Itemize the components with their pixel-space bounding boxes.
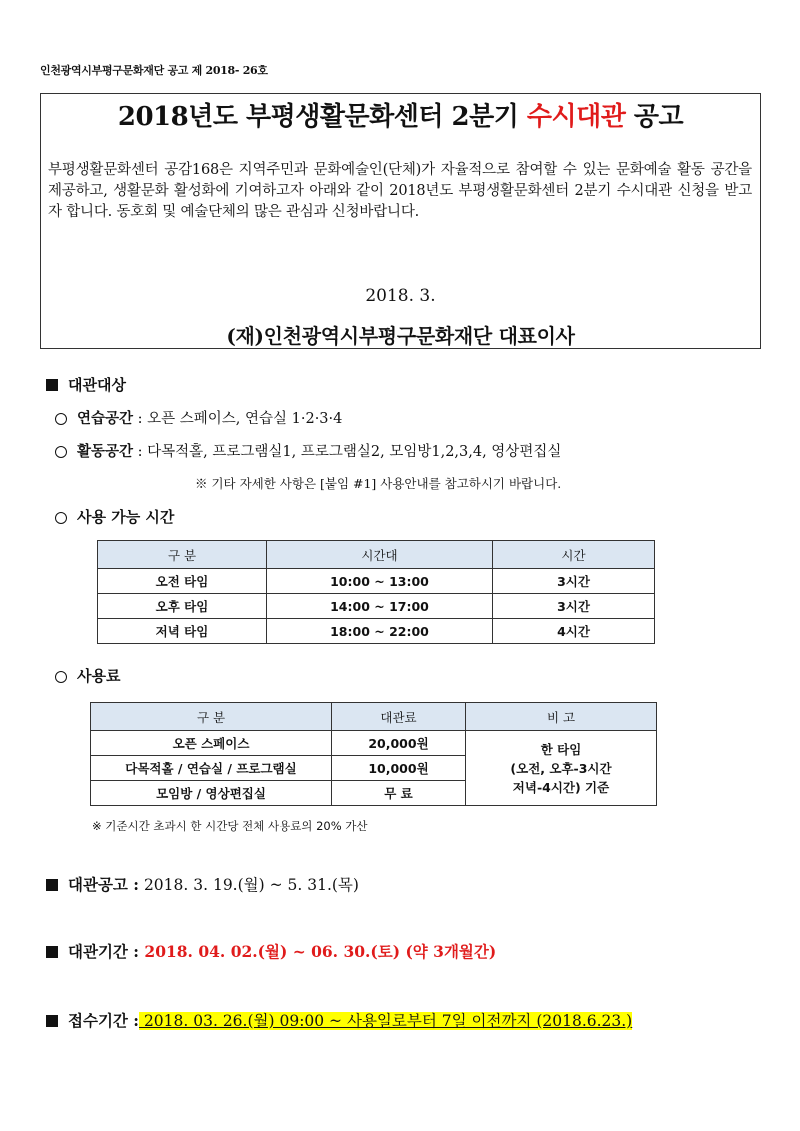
activity-space-line <box>55 440 561 461</box>
notice-organization: (재)인천광역시부평구문화재단 대표이사 <box>226 324 575 348</box>
fees-remark-line: 한 타임 <box>540 741 582 757</box>
notice-intro: 부평생활문화센터 공감168은 지역주민과 문화예술인(단체)가 자율적으로 참여할 수 있는 문화예술 활동 공간을 제공하고, 생활문화 활성화에 기여하고자 아래와 같이 2018년도 부평생활문화센터 2분기 수시대관 신청을 받고자 합니다. 동호회 및 예술단체의 많은 관심과 신청바랍니다. <box>48 162 752 220</box>
period-value: 2018. 04. 02.(월) ~ 06. 30.(토) (약 3개월간) <box>139 942 497 961</box>
activity-space-label: 활동공간 <box>77 443 134 460</box>
section-fees-heading: 사용료 <box>77 667 121 685</box>
circle-bullet-icon <box>55 671 67 683</box>
announce-line <box>46 873 359 895</box>
hours-cell: 4시간 <box>493 619 655 644</box>
practice-space-label: 연습공간 <box>77 410 134 427</box>
practice-space-line <box>55 407 342 428</box>
square-bullet-icon <box>46 1015 58 1027</box>
notice-title <box>41 96 760 133</box>
hours-cell: 10:00 ~ 13:00 <box>267 569 493 594</box>
hours-cell: 3시간 <box>493 594 655 619</box>
fees-table-header <box>91 703 657 731</box>
fees-cell: 모임방 / 영상편집실 <box>91 781 332 806</box>
fees-cell: 오픈 스페이스 <box>91 731 332 756</box>
announce-value: 2018. 3. 19.(월) ~ 5. 31.(목) <box>139 876 359 894</box>
hours-table-header <box>98 541 655 569</box>
hours-table <box>97 540 655 644</box>
fees-header-fee: 대관료 <box>332 703 466 731</box>
practice-space-value: : 오픈 스페이스, 연습실 1·2·3·4 <box>137 411 343 427</box>
hours-cell: 18:00 ~ 22:00 <box>267 619 493 644</box>
fees-cell: 20,000원 <box>332 731 466 756</box>
section-hours-heading: 사용 가능 시간 <box>77 508 175 526</box>
target-note: ※ 기타 자세한 사항은 [붙임 #1] 사용안내를 참고하시기 바랍니다. <box>195 476 562 491</box>
section-hours <box>55 506 174 527</box>
square-bullet-icon <box>46 379 58 391</box>
receipt-line <box>46 1009 632 1031</box>
fees-remark-line: 저녁-4시간) 기준 <box>512 779 610 795</box>
table-row <box>98 619 655 644</box>
hours-cell: 14:00 ~ 17:00 <box>267 594 493 619</box>
fees-note: ※ 기준시간 초과시 한 시간당 전체 사용료의 20% 가산 <box>92 819 368 833</box>
fees-remark-cell <box>466 731 657 806</box>
square-bullet-icon <box>46 946 58 958</box>
hours-header-timeslot: 시간대 <box>267 541 493 569</box>
fees-table <box>90 702 657 806</box>
hours-cell: 저녁 타임 <box>98 619 267 644</box>
period-label: 대관기간 : <box>68 942 140 961</box>
section-fees <box>55 665 120 686</box>
fees-cell: 무 료 <box>332 781 466 806</box>
circle-bullet-icon <box>55 446 67 458</box>
title-highlight: 수시대관 <box>526 102 626 132</box>
hours-cell: 오후 타임 <box>98 594 267 619</box>
table-row <box>91 731 657 756</box>
circle-bullet-icon <box>55 413 67 425</box>
notice-box <box>40 93 761 349</box>
circle-bullet-icon <box>55 512 67 524</box>
hours-header-category: 구 분 <box>98 541 267 569</box>
notice-number: 인천광역시부평구문화재단 공고 제 2018- 26호 <box>40 64 268 77</box>
receipt-value: 2018. 03. 26.(월) 09:00 ~ 사용일로부터 7일 이전까지 (2018.6.23.) <box>139 1012 633 1030</box>
activity-space-value: : 다목적홀, 프로그램실1, 프로그램실2, 모임방1,2,3,4, 영상편집실 <box>137 444 562 460</box>
fees-header-remark: 비 고 <box>466 703 657 731</box>
hours-cell: 오전 타임 <box>98 569 267 594</box>
fees-remark-line: (오전, 오후-3시간 <box>510 760 612 776</box>
fees-cell: 다목적홀 / 연습실 / 프로그램실 <box>91 756 332 781</box>
title-part-1: 2018년도 부평생활문화센터 2분기 <box>117 102 527 132</box>
announce-label: 대관공고 : <box>68 875 140 894</box>
table-row <box>98 569 655 594</box>
table-row <box>98 594 655 619</box>
receipt-label: 접수기간 : <box>68 1011 140 1030</box>
period-line <box>46 940 496 962</box>
hours-cell: 3시간 <box>493 569 655 594</box>
section-target <box>46 374 126 395</box>
title-part-2: 공고 <box>625 102 684 132</box>
square-bullet-icon <box>46 879 58 891</box>
fees-header-category: 구 분 <box>91 703 332 731</box>
section-target-heading: 대관대상 <box>68 376 126 394</box>
notice-date: 2018. 3. <box>365 286 436 306</box>
hours-header-duration: 시간 <box>493 541 655 569</box>
fees-cell: 10,000원 <box>332 756 466 781</box>
